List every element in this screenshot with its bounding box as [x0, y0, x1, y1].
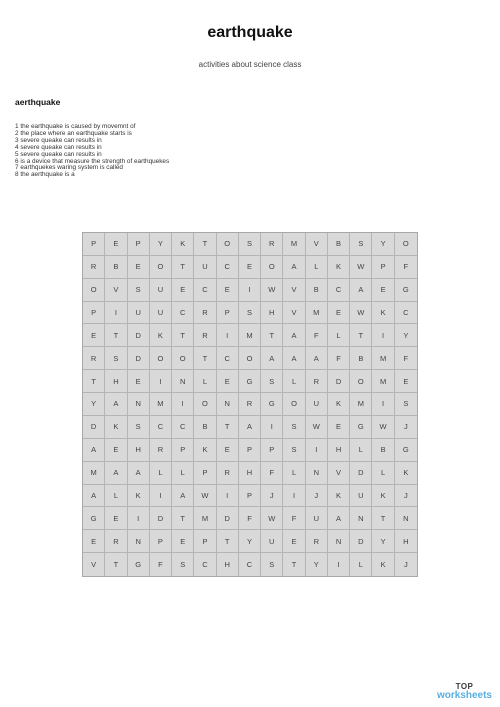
grid-cell[interactable]: I — [128, 507, 150, 530]
grid-cell[interactable]: W — [372, 416, 394, 439]
grid-cell[interactable]: J — [395, 416, 417, 439]
grid-cell[interactable]: E — [105, 507, 127, 530]
grid-cell[interactable]: P — [150, 530, 172, 553]
logo-worksheets-text: worksheets — [436, 690, 492, 701]
grid-cell[interactable]: R — [194, 324, 216, 347]
grid-cell[interactable]: K — [372, 302, 394, 325]
grid-cell[interactable]: O — [395, 233, 417, 256]
grid-cell[interactable]: G — [239, 370, 261, 393]
grid-cell[interactable]: M — [83, 462, 105, 485]
grid-cell[interactable]: A — [83, 485, 105, 508]
grid-cell[interactable]: N — [128, 530, 150, 553]
grid-cell[interactable]: U — [194, 256, 216, 279]
grid-cell[interactable]: W — [194, 485, 216, 508]
grid-cell[interactable]: T — [172, 507, 194, 530]
grid-cell[interactable]: T — [172, 324, 194, 347]
grid-cell[interactable]: A — [83, 439, 105, 462]
grid-cell[interactable]: L — [283, 462, 305, 485]
grid-cell[interactable]: B — [372, 439, 394, 462]
grid-cell[interactable]: P — [128, 233, 150, 256]
grid-cell[interactable]: I — [283, 485, 305, 508]
grid-cell[interactable]: S — [395, 393, 417, 416]
grid-cell[interactable]: C — [150, 416, 172, 439]
grid-cell[interactable]: P — [194, 530, 216, 553]
grid-cell[interactable]: L — [328, 324, 350, 347]
grid-cell[interactable]: A — [283, 324, 305, 347]
grid-cell[interactable]: C — [239, 553, 261, 576]
grid-cell[interactable]: A — [261, 347, 283, 370]
grid-cell[interactable]: R — [83, 347, 105, 370]
grid-cell[interactable]: T — [350, 324, 372, 347]
grid-cell[interactable]: M — [372, 347, 394, 370]
grid-cell[interactable]: D — [128, 324, 150, 347]
grid-cell[interactable]: P — [83, 302, 105, 325]
grid-cell[interactable]: G — [261, 393, 283, 416]
grid-cell[interactable]: B — [194, 416, 216, 439]
grid-cell[interactable]: H — [128, 439, 150, 462]
grid-cell[interactable]: F — [150, 553, 172, 576]
grid-cell[interactable]: G — [395, 279, 417, 302]
grid-cell[interactable]: E — [128, 256, 150, 279]
clue-item: 5 severe queake can results in — [15, 150, 102, 158]
grid-cell[interactable]: U — [306, 393, 328, 416]
clue-item: 4 severe queake can results in — [15, 143, 102, 151]
grid-cell[interactable]: S — [172, 553, 194, 576]
grid-cell[interactable]: R — [306, 530, 328, 553]
grid-cell[interactable]: R — [217, 462, 239, 485]
grid-cell[interactable]: D — [350, 462, 372, 485]
grid-cell[interactable]: P — [372, 256, 394, 279]
grid-cell[interactable]: I — [217, 485, 239, 508]
grid-cell[interactable]: E — [128, 370, 150, 393]
grid-cell[interactable]: L — [150, 462, 172, 485]
grid-cell[interactable]: I — [306, 439, 328, 462]
grid-cell[interactable]: V — [105, 279, 127, 302]
grid-cell[interactable]: O — [150, 347, 172, 370]
grid-cell[interactable]: I — [217, 324, 239, 347]
grid-cell[interactable]: E — [328, 302, 350, 325]
grid-cell[interactable]: G — [83, 507, 105, 530]
clue-item: 2 the place where an earthquake starts is — [15, 129, 132, 137]
grid-cell[interactable]: I — [150, 485, 172, 508]
grid-cell[interactable]: T — [217, 530, 239, 553]
grid-cell[interactable]: T — [105, 553, 127, 576]
grid-cell[interactable]: K — [372, 553, 394, 576]
grid-cell[interactable]: T — [83, 370, 105, 393]
clue-item: 1 the earthquake is caused by movemnt of — [15, 123, 136, 130]
logo-top-text: TOP — [455, 682, 474, 691]
grid-cell[interactable]: P — [217, 302, 239, 325]
grid-cell[interactable]: K — [328, 256, 350, 279]
grid-cell[interactable]: K — [328, 393, 350, 416]
grid-cell[interactable]: B — [306, 279, 328, 302]
clue-item: 3 severe queake can results in — [15, 136, 102, 144]
grid-cell[interactable]: W — [306, 416, 328, 439]
grid-cell[interactable]: L — [372, 462, 394, 485]
grid-cell[interactable]: O — [350, 370, 372, 393]
grid-cell[interactable]: B — [328, 233, 350, 256]
grid-cell[interactable]: F — [283, 507, 305, 530]
grid-cell[interactable]: O — [172, 347, 194, 370]
grid-cell[interactable]: U — [350, 485, 372, 508]
grid-cell[interactable]: S — [239, 233, 261, 256]
grid-cell[interactable]: H — [105, 370, 127, 393]
grid-cell[interactable]: B — [105, 256, 127, 279]
grid-cell[interactable]: Y — [150, 233, 172, 256]
grid-cell[interactable]: Y — [372, 530, 394, 553]
grid-cell[interactable]: N — [217, 393, 239, 416]
grid-cell[interactable]: C — [172, 302, 194, 325]
clue-list — [15, 124, 169, 179]
grid-cell[interactable]: I — [328, 553, 350, 576]
grid-cell[interactable]: E — [172, 279, 194, 302]
grid-cell[interactable]: U — [150, 302, 172, 325]
grid-cell[interactable]: U — [128, 302, 150, 325]
grid-cell[interactable]: W — [261, 507, 283, 530]
grid-cell[interactable]: A — [105, 462, 127, 485]
grid-cell[interactable]: M — [150, 393, 172, 416]
grid-cell[interactable]: A — [283, 256, 305, 279]
grid-cell[interactable]: K — [172, 233, 194, 256]
grid-cell[interactable]: U — [261, 530, 283, 553]
word-search-grid — [82, 232, 418, 577]
grid-cell[interactable]: F — [395, 347, 417, 370]
grid-cell[interactable]: H — [217, 553, 239, 576]
grid-cell[interactable]: S — [261, 370, 283, 393]
grid-cell[interactable]: O — [283, 393, 305, 416]
grid-cell[interactable]: D — [350, 530, 372, 553]
grid-cell[interactable]: E — [217, 370, 239, 393]
grid-cell[interactable]: S — [283, 439, 305, 462]
grid-cell[interactable]: O — [150, 256, 172, 279]
grid-cell[interactable]: G — [350, 416, 372, 439]
grid-cell[interactable]: E — [83, 324, 105, 347]
grid-cell[interactable]: S — [239, 302, 261, 325]
grid-cell[interactable]: D — [328, 370, 350, 393]
grid-cell[interactable]: V — [283, 302, 305, 325]
grid-cell[interactable]: P — [172, 439, 194, 462]
grid-cell[interactable]: D — [217, 507, 239, 530]
grid-cell[interactable]: E — [372, 279, 394, 302]
grid-cell[interactable]: K — [150, 324, 172, 347]
grid-cell[interactable]: S — [350, 233, 372, 256]
grid-cell[interactable]: L — [350, 553, 372, 576]
grid-cell[interactable]: T — [261, 324, 283, 347]
grid-cell[interactable]: E — [105, 439, 127, 462]
grid-cell[interactable]: L — [283, 370, 305, 393]
grid-cell[interactable]: K — [105, 416, 127, 439]
grid-cell[interactable]: Y — [239, 530, 261, 553]
grid-cell[interactable]: I — [150, 370, 172, 393]
grid-cell[interactable]: V — [83, 553, 105, 576]
grid-cell[interactable]: P — [239, 485, 261, 508]
grid-cell[interactable]: I — [105, 302, 127, 325]
grid-cell[interactable]: E — [172, 530, 194, 553]
grid-cell[interactable]: R — [261, 233, 283, 256]
grid-cell[interactable]: V — [306, 233, 328, 256]
grid-cell[interactable]: T — [194, 347, 216, 370]
grid-cell[interactable]: M — [194, 507, 216, 530]
topworksheets-logo — [437, 683, 492, 701]
grid-cell[interactable]: H — [328, 439, 350, 462]
grid-cell[interactable]: N — [306, 462, 328, 485]
grid-cell[interactable]: T — [105, 324, 127, 347]
grid-cell[interactable]: N — [128, 393, 150, 416]
grid-cell[interactable]: L — [350, 439, 372, 462]
grid-cell[interactable]: A — [239, 416, 261, 439]
grid-cell[interactable]: S — [105, 347, 127, 370]
grid-cell[interactable]: J — [395, 485, 417, 508]
clue-item: 8 the aerthquake is a — [15, 171, 75, 179]
grid-cell[interactable]: Y — [395, 324, 417, 347]
grid-cell[interactable]: E — [328, 416, 350, 439]
grid-cell[interactable]: F — [239, 507, 261, 530]
grid-cell[interactable]: D — [128, 347, 150, 370]
grid-cell[interactable]: E — [83, 530, 105, 553]
grid-cell[interactable]: R — [194, 302, 216, 325]
grid-cell[interactable]: J — [403, 560, 408, 570]
grid-cell[interactable]: G — [128, 553, 150, 576]
grid-cell[interactable]: C — [328, 279, 350, 302]
grid-cell[interactable]: B — [350, 347, 372, 370]
grid-cell[interactable]: E — [217, 439, 239, 462]
grid-cell[interactable]: N — [328, 530, 350, 553]
grid-cell[interactable]: E — [283, 530, 305, 553]
grid-cell[interactable]: Y — [83, 393, 105, 416]
grid-cell[interactable]: N — [172, 370, 194, 393]
grid-cell[interactable]: I — [372, 393, 394, 416]
grid-cell[interactable]: F — [306, 324, 328, 347]
grid-cell[interactable]: S — [128, 279, 150, 302]
grid-cell[interactable]: H — [395, 530, 417, 553]
page-title: earthquake — [207, 24, 293, 41]
grid-cell[interactable]: F — [261, 462, 283, 485]
clue-item: 6 is a device that measure the strength of earthquekes — [15, 157, 170, 165]
grid-cell[interactable]: J — [261, 485, 283, 508]
grid-cell[interactable]: N — [350, 507, 372, 530]
grid-cell[interactable]: T — [217, 416, 239, 439]
grid-cell[interactable]: U — [150, 279, 172, 302]
grid-cell[interactable]: S — [283, 416, 305, 439]
grid-cell[interactable]: A — [283, 347, 305, 370]
clue-item: 7 earthquekes waring system is called — [15, 164, 123, 172]
grid-cell[interactable]: K — [194, 439, 216, 462]
grid-cell[interactable]: M — [283, 233, 305, 256]
grid-cell[interactable]: M — [306, 302, 328, 325]
grid-cell[interactable]: E — [239, 256, 261, 279]
grid-cell[interactable]: G — [395, 439, 417, 462]
grid-cell[interactable]: J — [306, 485, 328, 508]
grid-cell[interactable]: H — [239, 462, 261, 485]
grid-cell[interactable]: T — [172, 256, 194, 279]
grid-cell[interactable]: O — [83, 279, 105, 302]
grid-cell[interactable]: D — [83, 416, 105, 439]
grid-cell[interactable]: C — [194, 279, 216, 302]
grid-cell[interactable]: M — [372, 370, 394, 393]
grid-cell[interactable]: D — [150, 507, 172, 530]
grid-cell[interactable]: O — [261, 256, 283, 279]
grid-cell[interactable]: K — [372, 485, 394, 508]
grid-cell[interactable]: A — [328, 507, 350, 530]
grid-cell[interactable]: C — [172, 416, 194, 439]
grid-cell[interactable]: F — [395, 256, 417, 279]
grid-cell[interactable]: W — [350, 302, 372, 325]
grid-cell[interactable]: K — [128, 485, 150, 508]
grid-cell[interactable]: L — [172, 462, 194, 485]
grid-cell[interactable]: P — [194, 462, 216, 485]
grid-cell[interactable]: I — [372, 324, 394, 347]
grid-cell[interactable]: F — [328, 347, 350, 370]
grid-cell[interactable]: R — [306, 370, 328, 393]
grid-cell[interactable]: I — [261, 416, 283, 439]
grid-cell[interactable]: E — [217, 279, 239, 302]
grid-cell[interactable]: T — [372, 507, 394, 530]
section-title: aerthquake — [15, 97, 61, 107]
grid-cell[interactable]: P — [83, 233, 105, 256]
grid-cell[interactable]: S — [261, 553, 283, 576]
grid-cell[interactable]: H — [261, 302, 283, 325]
grid-cell[interactable]: C — [395, 302, 417, 325]
grid-cell[interactable]: K — [328, 485, 350, 508]
grid-cell[interactable]: A — [350, 279, 372, 302]
grid-cell[interactable]: R — [105, 530, 127, 553]
grid-cell[interactable]: O — [217, 233, 239, 256]
grid-cell[interactable]: W — [261, 279, 283, 302]
grid-cell[interactable]: S — [128, 416, 150, 439]
grid-cell[interactable]: L — [194, 370, 216, 393]
grid-cell[interactable]: E — [395, 370, 417, 393]
grid-cell[interactable]: M — [239, 324, 261, 347]
grid-cell[interactable]: O — [239, 347, 261, 370]
grid-cell[interactable]: U — [306, 507, 328, 530]
grid-cell[interactable]: R — [83, 256, 105, 279]
grid-cell[interactable]: P — [261, 439, 283, 462]
grid-cell[interactable]: L — [105, 485, 127, 508]
grid-cell[interactable]: L — [306, 256, 328, 279]
page-subtitle: activities about science class — [198, 60, 302, 69]
grid-cell[interactable]: A — [172, 485, 194, 508]
grid-cell[interactable]: Y — [306, 553, 328, 576]
grid-cell[interactable]: M — [350, 393, 372, 416]
grid-cell[interactable]: I — [239, 279, 261, 302]
grid-cell[interactable]: N — [395, 507, 417, 530]
grid-cell[interactable]: A — [105, 393, 127, 416]
grid-cell[interactable]: K — [395, 462, 417, 485]
grid-cell[interactable]: V — [283, 279, 305, 302]
grid-cell[interactable]: A — [306, 347, 328, 370]
grid-cell[interactable]: C — [194, 553, 216, 576]
grid-cell[interactable]: C — [217, 256, 239, 279]
grid-cell[interactable]: Y — [372, 233, 394, 256]
grid-cell[interactable]: P — [239, 439, 261, 462]
grid-cell[interactable]: I — [172, 393, 194, 416]
grid-cell[interactable]: O — [194, 393, 216, 416]
grid-cell[interactable]: A — [128, 462, 150, 485]
grid-cell[interactable]: R — [239, 393, 261, 416]
grid-cell[interactable]: E — [105, 233, 127, 256]
grid-cell[interactable]: C — [217, 347, 239, 370]
grid-cell[interactable]: R — [150, 439, 172, 462]
grid-cell[interactable]: W — [350, 256, 372, 279]
grid-cell[interactable]: T — [283, 553, 305, 576]
grid-cell[interactable]: V — [328, 462, 350, 485]
grid-cell[interactable]: T — [194, 233, 216, 256]
